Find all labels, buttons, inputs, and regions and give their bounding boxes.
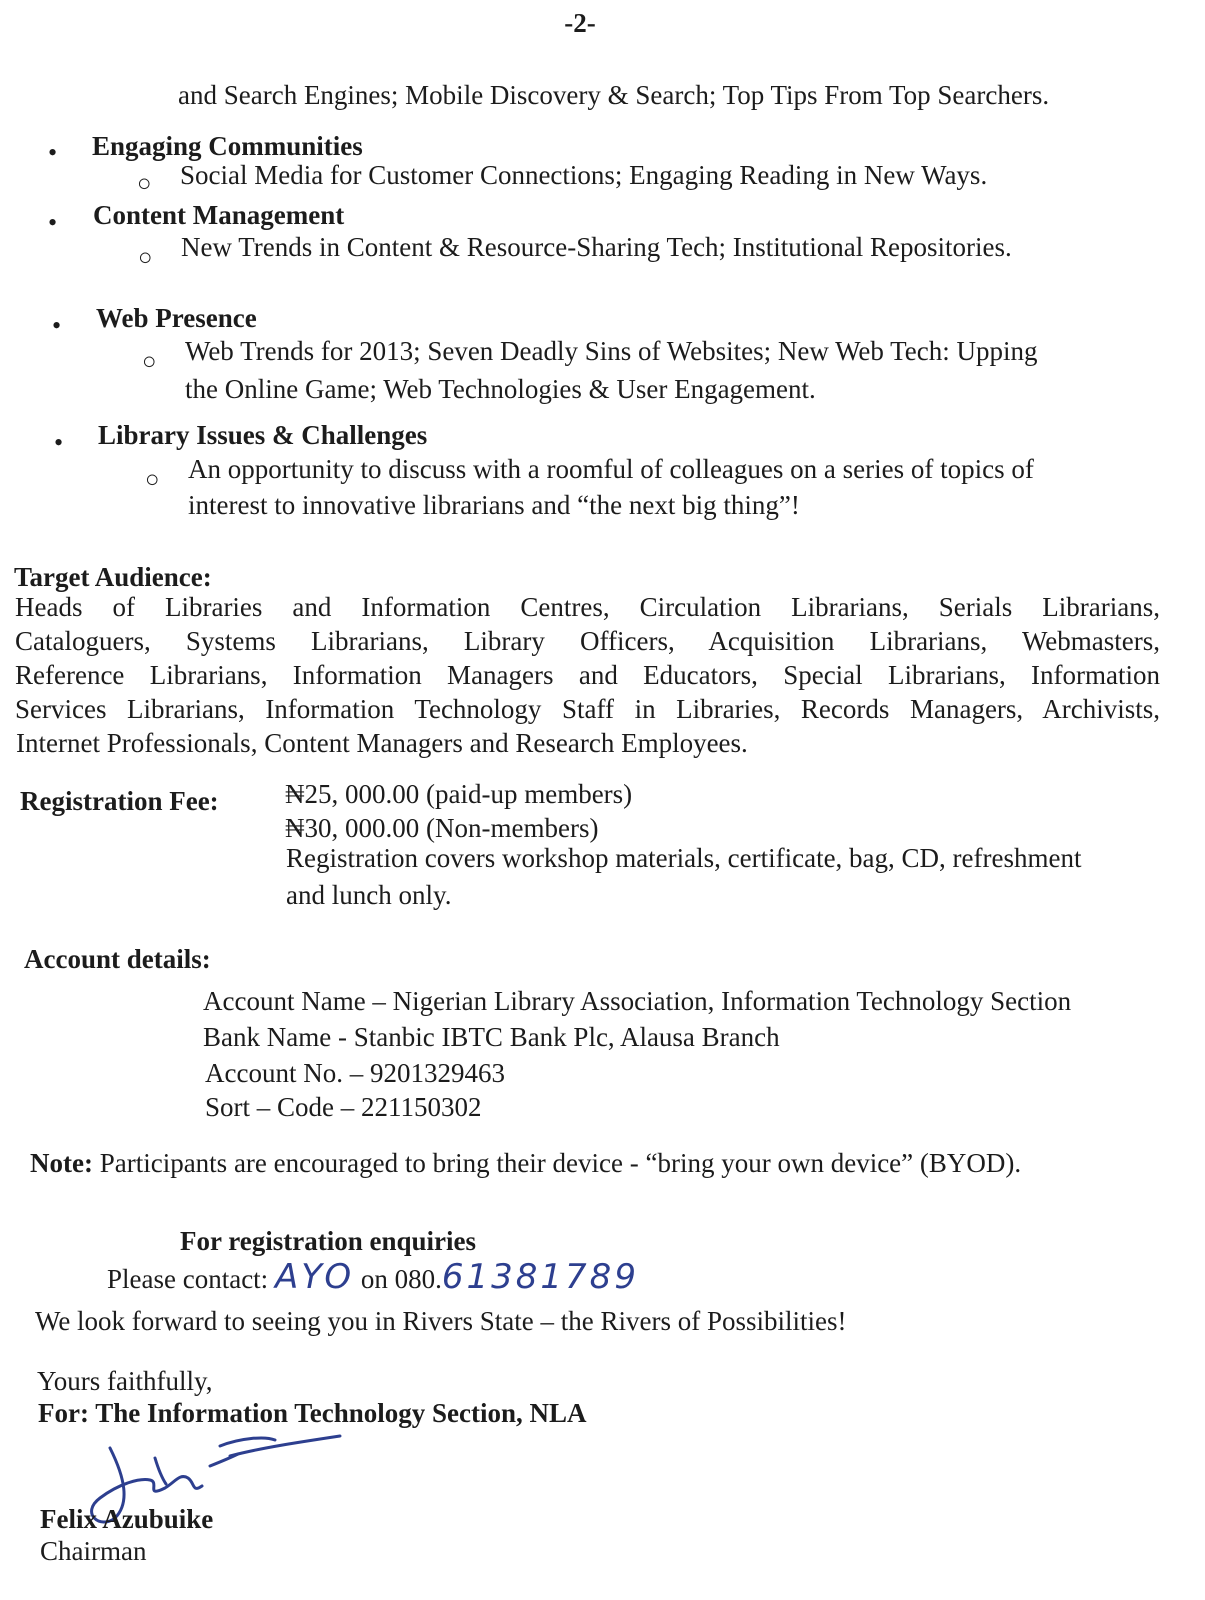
topic-detail: Social Media for Customer Connections; Engaging Reading in New Ways. [180,160,988,190]
topic-heading: Web Presence [96,303,257,333]
contact-mid: on 080. [354,1264,442,1294]
target-audience-heading: Target Audience: [14,562,212,592]
signatory-title: Chairman [40,1536,147,1566]
account-name: Account Name – Nigerian Library Association, Information Technology Section [203,986,1072,1016]
topic-continuation: and Search Engines; Mobile Discovery & Search; Top Tips From Top Searchers. [178,80,1050,110]
fee-members: ₦25, 000.00 (paid-up members) [285,779,633,809]
closing-sentence: We look forward to seeing you in Rivers State – the Rivers of Possibilities! [35,1306,847,1336]
page-number: -2- [564,8,596,38]
contact-name: AYO [274,1257,355,1297]
valediction: Yours faithfully, [37,1366,213,1396]
topic-detail: interest to innovative librarians and “the next big thing”! [188,490,800,520]
topic-heading: Engaging Communities [92,131,363,161]
topic-heading: Library Issues & Challenges [98,420,428,450]
sub-bullet-icon: ○ [138,245,153,271]
target-audience-line: Services Librarians, Information Technology Staff in Libraries, Records Managers, Archivists, [15,694,1160,724]
target-audience-line: Heads of Libraries and Information Centres, Circulation Librarians, Serials Librarians, [15,592,1160,622]
target-audience-line: Internet Professionals, Content Managers and Research Employees. [16,728,748,758]
note-label: Note: [30,1148,93,1178]
contact-prefix: Please contact: [107,1264,275,1294]
registration-covers: and lunch only. [286,880,452,910]
account-details-heading: Account details: [24,944,211,974]
topic-detail: the Online Game; Web Technologies & User Engagement. [185,374,816,404]
bullet-icon: • [48,208,58,237]
note-text: Participants are encouraged to bring their device - “bring your own device” (BYOD). [92,1148,1022,1178]
bullet-icon: • [52,311,62,340]
registration-fee-label: Registration Fee: [20,786,219,816]
fee-nonmembers: ₦30, 000.00 (Non-members) [285,813,599,843]
for-line: For: The Information Technology Section, NLA [38,1398,587,1428]
bullet-icon: • [54,428,64,457]
target-audience-line: Cataloguers, Systems Librarians, Library Officers, Acquisition Librarians, Webmasters, [15,626,1160,656]
note-paragraph [30,1148,1021,1179]
target-audience-line: Reference Librarians, Information Managers and Educators, Special Librarians, Information [15,660,1160,690]
topic-heading: Content Management [93,200,345,230]
sub-bullet-icon: ○ [145,467,160,493]
topic-detail: Web Trends for 2013; Seven Deadly Sins of Websites; New Web Tech: Upping [185,336,1038,366]
topic-detail: New Trends in Content & Resource-Sharing Tech; Institutional Repositories. [181,232,1012,262]
contact-number: 61381789 [441,1257,639,1297]
contact-line [107,1258,639,1297]
bank-name: Bank Name - Stanbic IBTC Bank Plc, Alausa Branch [203,1022,780,1052]
sort-code: Sort – Code – 221150302 [205,1092,482,1122]
enquiries-heading: For registration enquiries [180,1226,476,1256]
registration-covers: Registration covers workshop materials, certificate, bag, CD, refreshment [286,843,1082,873]
topic-detail: An opportunity to discuss with a roomful of colleagues on a series of topics of [188,454,1034,484]
account-number: Account No. – 9201329463 [205,1058,505,1088]
sub-bullet-icon: ○ [137,171,152,197]
bullet-icon: • [48,138,58,167]
signatory-name: Felix Azubuike [40,1504,214,1534]
sub-bullet-icon: ○ [142,349,157,375]
